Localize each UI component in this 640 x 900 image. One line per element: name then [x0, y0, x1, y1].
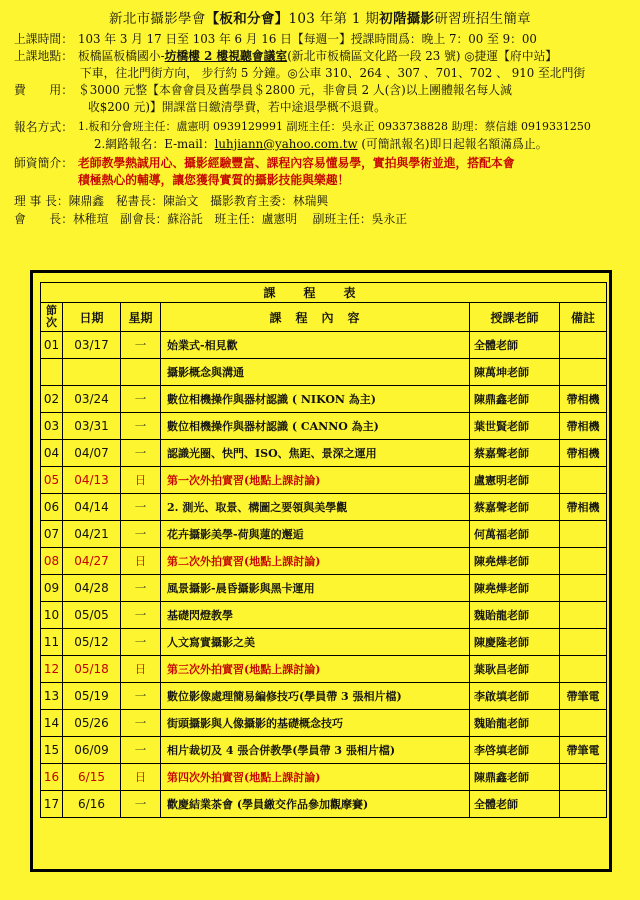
session-date: 6/15: [63, 764, 121, 791]
session-weekday: 一: [121, 710, 161, 737]
session-number: 15: [41, 737, 63, 764]
session-teacher: 盧憲明老師: [470, 467, 560, 494]
session-topic: 第四次外拍實習(地點上課討論): [161, 764, 470, 791]
session-topic: 街頭攝影與人像攝影的基礎概念技巧: [161, 710, 470, 737]
session-number: 10: [41, 602, 63, 629]
table-row: [41, 656, 607, 683]
table-row: [41, 683, 607, 710]
table-row: [41, 332, 607, 359]
session-teacher: 全體老師: [470, 791, 560, 818]
session-weekday: [121, 359, 161, 386]
session-topic: 第三次外拍實習(地點上課討論): [161, 656, 470, 683]
session-weekday: 一: [121, 413, 161, 440]
session-teacher: 全體老師: [470, 332, 560, 359]
reg-text-prefix: 2.網路報名：E-mail：: [94, 137, 215, 151]
table-row: [41, 548, 607, 575]
session-teacher: 陳鼎鑫老師: [470, 764, 560, 791]
session-teacher: 陳鼎鑫老師: [470, 386, 560, 413]
place-text-c: (新北市板橋區文化路一段 23 號) ◎捷運【府中站】: [287, 49, 558, 63]
session-date: 05/19: [63, 683, 121, 710]
title-course: 初階攝影: [379, 11, 435, 27]
session-topic: 第一次外拍實習(地點上課討論): [161, 467, 470, 494]
session-note: [560, 467, 607, 494]
teacher-label: 師資簡介：: [14, 156, 73, 170]
time-label: 上課時間：: [14, 32, 73, 46]
header-teacher: 授課老師: [470, 303, 560, 332]
place-text-a: 板橋區板橋國小-: [78, 49, 165, 63]
session-date: 03/17: [63, 332, 121, 359]
session-date: 05/18: [63, 656, 121, 683]
table-row: [41, 359, 607, 386]
header-content: 課 程 內 容: [161, 303, 470, 332]
place-label: 上課地點：: [14, 49, 73, 63]
session-date: 04/21: [63, 521, 121, 548]
session-note: [560, 521, 607, 548]
session-weekday: 一: [121, 440, 161, 467]
fee-text-line2: 收$200 元)】開課當日繳清學費，若中途退學概不退費。: [88, 100, 386, 114]
session-date: 04/28: [63, 575, 121, 602]
session-date: 06/09: [63, 737, 121, 764]
session-note: [560, 602, 607, 629]
session-weekday: 一: [121, 683, 161, 710]
session-note: 帶筆電: [560, 683, 607, 710]
session-number: 16: [41, 764, 63, 791]
header-weekday: 星期: [121, 303, 161, 332]
session-date: 05/26: [63, 710, 121, 737]
session-note: [560, 791, 607, 818]
session-topic: 風景攝影-晨昏攝影與黑卡運用: [161, 575, 470, 602]
session-note: [560, 656, 607, 683]
session-note: [560, 359, 607, 386]
session-note: [560, 548, 607, 575]
schedule-caption: 課程表: [41, 283, 607, 303]
session-weekday: 一: [121, 575, 161, 602]
session-weekday: 日: [121, 656, 161, 683]
table-row: [41, 791, 607, 818]
table-row: [41, 521, 607, 548]
session-weekday: 一: [121, 521, 161, 548]
session-number: 08: [41, 548, 63, 575]
table-row: [41, 764, 607, 791]
table-row: [41, 413, 607, 440]
session-weekday: 一: [121, 629, 161, 656]
session-teacher: 魏貽龍老師: [470, 710, 560, 737]
session-topic: 相片裁切及 4 張合併教學(學員帶 3 張相片檔): [161, 737, 470, 764]
session-teacher: 陳堯燁老師: [470, 575, 560, 602]
fee-label: 費 用：: [14, 83, 73, 97]
table-row: [41, 467, 607, 494]
session-teacher: 陳堯燁老師: [470, 548, 560, 575]
session-date: [63, 359, 121, 386]
title-term: 103 年第 1 期: [288, 11, 380, 27]
session-note: 帶相機: [560, 494, 607, 521]
session-date: 03/24: [63, 386, 121, 413]
place-text-line2: 下車，往北門街方向， 步行約 5 分鐘。◎公車 310、264 、307 、701、702 、 910 至北門街: [80, 66, 586, 80]
session-teacher: 陳慶隆老師: [470, 629, 560, 656]
session-number: 09: [41, 575, 63, 602]
session-topic: 人文寫實攝影之美: [161, 629, 470, 656]
session-date: 04/07: [63, 440, 121, 467]
session-topic: 始業式-相見歡: [161, 332, 470, 359]
session-weekday: 一: [121, 386, 161, 413]
time-text: 103 年 3 月 17 日至 103 年 6 月 16 日【每週一】授課時間爲：晚上 7：00 至 9：00: [78, 32, 537, 46]
session-number: 12: [41, 656, 63, 683]
session-number: 17: [41, 791, 63, 818]
session-number: 13: [41, 683, 63, 710]
session-note: 帶相機: [560, 440, 607, 467]
table-row: [41, 575, 607, 602]
header-note: 備註: [560, 303, 607, 332]
header-session: 節 次: [41, 303, 63, 332]
teacher-text-line1: 老師教學熱誠用心、攝影經驗豐富、課程內容易懂易學，實拍與學術並進，搭配本會: [78, 156, 515, 170]
session-date: 04/14: [63, 494, 121, 521]
session-teacher: 魏貽龍老師: [470, 602, 560, 629]
reg-label: 報名方式：: [14, 120, 73, 134]
session-date: 05/05: [63, 602, 121, 629]
email-link[interactable]: luhjiann@yahoo.com.tw: [214, 137, 358, 151]
session-teacher: 陳萬坤老師: [470, 359, 560, 386]
session-topic: 數位相機操作與器材認識 ( CANNO 為主): [161, 413, 470, 440]
session-topic: 第二次外拍實習(地點上課討論): [161, 548, 470, 575]
session-note: [560, 710, 607, 737]
session-note: 帶相機: [560, 386, 607, 413]
teacher-text-line2: 積極熱心的輔導，讓您獲得實質的攝影技能與樂趣！: [78, 173, 350, 187]
session-topic: 數位相機操作與器材認識 ( NIKON 為主): [161, 386, 470, 413]
session-number: 05: [41, 467, 63, 494]
table-row: [41, 737, 607, 764]
reg-text-suffix: (可簡訊報名)即日起報名額滿爲止。: [357, 137, 548, 151]
table-row: [41, 602, 607, 629]
session-date: 04/27: [63, 548, 121, 575]
session-number: 14: [41, 710, 63, 737]
session-date: 6/16: [63, 791, 121, 818]
table-row: [41, 494, 607, 521]
session-note: 帶筆電: [560, 737, 607, 764]
session-number: 07: [41, 521, 63, 548]
session-weekday: 一: [121, 737, 161, 764]
reg-text-line1: 1.板和分會班主任：盧憲明 0939129991 副班主任：吳永正 0933738828 助理：蔡信雄 0919331250: [78, 120, 591, 133]
session-topic: 2. 測光、取景、構圖之要領與美學觀: [161, 494, 470, 521]
session-topic: 基礎閃燈教學: [161, 602, 470, 629]
session-number: 11: [41, 629, 63, 656]
session-number: [41, 359, 63, 386]
session-note: 帶相機: [560, 413, 607, 440]
session-number: 06: [41, 494, 63, 521]
session-weekday: 一: [121, 791, 161, 818]
place-text-b: 坊橋樓 2 樓視聽會議室: [164, 49, 288, 63]
table-row: [41, 386, 607, 413]
session-number: 04: [41, 440, 63, 467]
fee-text-line1: ＄3000 元整【本會會員及舊學員＄2800 元，非會員 2 人(含)以上團體報名每人減: [78, 83, 512, 97]
session-teacher: 蔡嘉聲老師: [470, 494, 560, 521]
session-note: [560, 332, 607, 359]
session-date: 05/12: [63, 629, 121, 656]
session-number: 03: [41, 413, 63, 440]
session-note: [560, 764, 607, 791]
session-weekday: 一: [121, 494, 161, 521]
session-weekday: 日: [121, 764, 161, 791]
session-weekday: 日: [121, 467, 161, 494]
session-date: 03/31: [63, 413, 121, 440]
title-org: 新北市攝影學會: [109, 11, 206, 27]
session-weekday: 一: [121, 332, 161, 359]
session-number: 01: [41, 332, 63, 359]
session-note: [560, 575, 607, 602]
table-row: [41, 440, 607, 467]
session-teacher: 李啓填老師: [470, 737, 560, 764]
session-topic: 歡慶結業茶會 (學員繳交作品參加觀摩賽): [161, 791, 470, 818]
schedule-box: [30, 270, 612, 872]
session-topic: 認識光圈、快門、ISO、焦距、景深之運用: [161, 440, 470, 467]
session-topic: 數位影像處理簡易編修技巧(學員帶 3 張相片檔): [161, 683, 470, 710]
staff-text-line2: 會 長：林稚瑄 副會長：蘇浴託 班主任：盧憲明 副班主任：吳永正: [14, 212, 408, 226]
session-teacher: 葉世賢老師: [470, 413, 560, 440]
session-weekday: 一: [121, 602, 161, 629]
session-weekday: 日: [121, 548, 161, 575]
title-branch: 【板和分會】: [205, 11, 289, 27]
session-teacher: 何萬福老師: [470, 521, 560, 548]
page-title: [0, 7, 640, 27]
session-note: [560, 629, 607, 656]
header-date: 日期: [63, 303, 121, 332]
session-number: 02: [41, 386, 63, 413]
schedule-table: [40, 282, 607, 818]
table-row: [41, 710, 607, 737]
title-suffix: 研習班招生簡章: [434, 11, 531, 27]
session-teacher: 李啟填老師: [470, 683, 560, 710]
session-topic: 攝影概念與溝通: [161, 359, 470, 386]
session-teacher: 葉耿昌老師: [470, 656, 560, 683]
staff-text-line1: 理 事 長：陳鼎鑫 秘書長：陳詒文 攝影教育主委：林瑞興: [14, 194, 329, 208]
session-topic: 花卉攝影美學-荷與蓮的邂逅: [161, 521, 470, 548]
session-teacher: 蔡嘉聲老師: [470, 440, 560, 467]
session-date: 04/13: [63, 467, 121, 494]
table-row: [41, 629, 607, 656]
